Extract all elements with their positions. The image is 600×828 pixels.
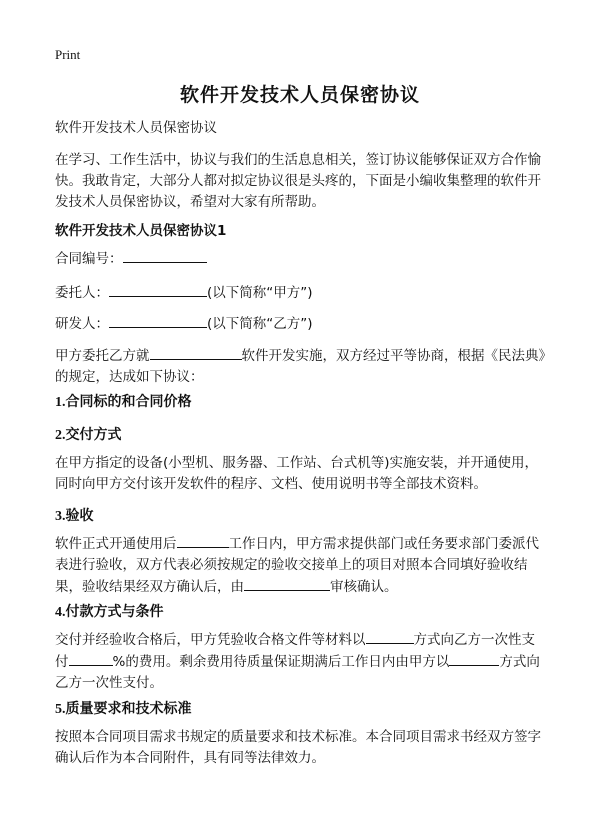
document-title: 软件开发技术人员保密协议 bbox=[179, 84, 420, 106]
print-link[interactable]: Print bbox=[55, 47, 81, 62]
remaining-payment-method-blank bbox=[449, 651, 499, 666]
client-suffix: (以下简称“甲方”) bbox=[207, 285, 313, 301]
section-1-heading: 1.合同标的和合同价格 bbox=[55, 395, 192, 410]
contract-number-blank bbox=[123, 248, 207, 263]
developer-row bbox=[55, 313, 313, 334]
contract-number-row bbox=[55, 248, 207, 269]
section-3-text-1: 软件正式开通使用后 bbox=[55, 536, 177, 552]
client-label: 委托人： bbox=[55, 285, 109, 301]
entrust-paragraph bbox=[55, 345, 547, 388]
section-3-text-2: 工作日内，甲方需求提供部门或任务要求部门委派代表进行验收，双方代表必须按规定的验收交接单上的项目对照本合同填好验收结果，验收结果经双方确认后，由 bbox=[55, 536, 539, 595]
percentage-blank bbox=[69, 651, 113, 666]
section-4-text-1: 交付并经验收合格后，甲方凭验收合格文件等材料以 bbox=[55, 632, 366, 648]
developer-suffix: (以下简称“乙方”) bbox=[207, 316, 313, 332]
document-subtitle: 软件开发技术人员保密协议 bbox=[55, 120, 217, 136]
section-2-heading: 2.交付方式 bbox=[55, 428, 122, 443]
payment-method-blank bbox=[366, 629, 414, 644]
section-3-text bbox=[55, 533, 547, 598]
reviewer-blank bbox=[244, 576, 330, 591]
entrust-text-1: 甲方委托乙方就 bbox=[55, 348, 150, 364]
section-5-text: 按照本合同项目需求书规定的质量要求和技术标准。本合同项目需求书经双方签字确认后作为本合同附件，具有同等法律效力。 bbox=[55, 729, 541, 766]
agreement-heading: 软件开发技术人员保密协议1 bbox=[55, 223, 227, 239]
section-4-text-2: 方式向乙方一次性支付 bbox=[55, 632, 535, 670]
intro-paragraph: 在学习、工作生活中，协议与我们的生活息息相关，签订协议能够保证双方合作愉快。我敢肯定，大部分人都对拟定协议很是头疼的，下面是小编收集整理的软件开发技术人员保密协议，希望对大家有所帮助。 bbox=[55, 152, 541, 210]
section-4-text-3: %的费用。剩余费用待质量保证期满后工作日内由甲方以 bbox=[112, 654, 450, 670]
section-4-heading: 4.付款方式与条件 bbox=[55, 605, 164, 620]
section-4-text bbox=[55, 629, 547, 694]
client-blank bbox=[109, 282, 207, 297]
client-row bbox=[55, 282, 313, 303]
entrust-text-2: 软件开发实施，双方经过平等协商，根据《民法典》的规定，达成如下协议： bbox=[55, 348, 546, 385]
section-3-text-3: 审核确认。 bbox=[330, 579, 398, 595]
developer-blank bbox=[109, 313, 207, 328]
section-2-text: 在甲方指定的设备(小型机、服务器、工作站、台式机等)实施安装，并开通使用，同时向甲方交付该开发软件的程序、文档、使用说明书等全部技术资料。 bbox=[55, 455, 539, 492]
section-5-heading: 5.质量要求和技术标准 bbox=[55, 702, 192, 717]
developer-label: 研发人： bbox=[55, 316, 109, 332]
workdays-blank bbox=[177, 533, 229, 548]
section-4-text-4: 方式向乙方一次性支付。 bbox=[55, 654, 540, 691]
contract-number-label: 合同编号： bbox=[55, 251, 123, 267]
project-name-blank bbox=[150, 345, 242, 360]
section-3-heading: 3.验收 bbox=[55, 509, 94, 524]
